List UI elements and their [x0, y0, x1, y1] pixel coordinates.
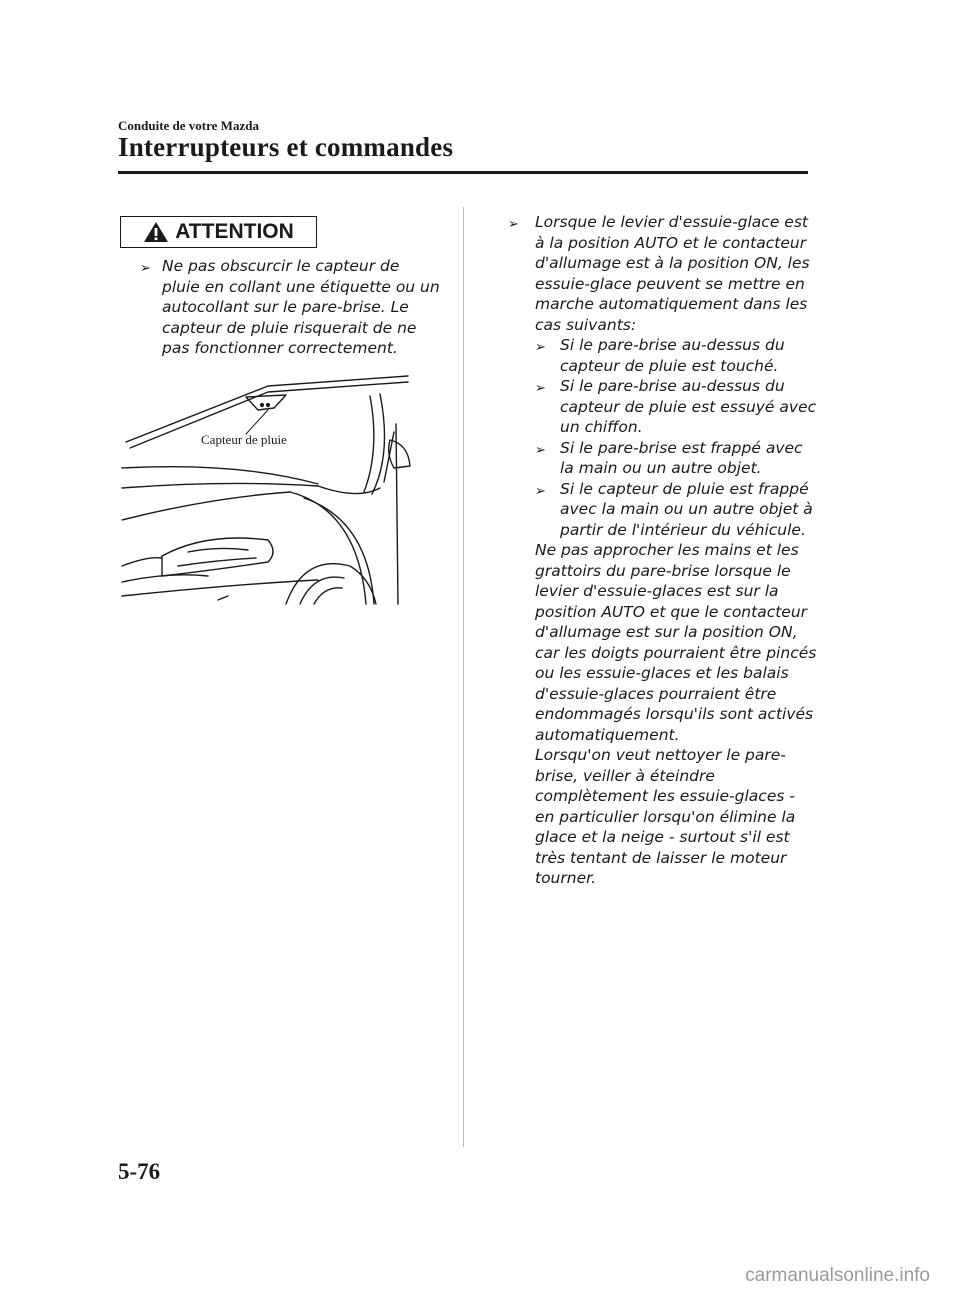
list-item — [535, 479, 818, 541]
bullet-arrow-icon: ➢ — [535, 483, 546, 499]
right-column — [508, 212, 818, 889]
bullet-arrow-icon: ➢ — [535, 442, 546, 458]
watermark: carmanualsonline.info — [745, 1265, 930, 1286]
list-item — [535, 376, 818, 438]
attention-label: ATTENTION — [175, 220, 294, 243]
bullet-arrow-icon: ➢ — [508, 217, 519, 232]
bullet-arrow-icon: ➢ — [140, 261, 151, 276]
section-label: Conduite de votre Mazda — [118, 118, 259, 133]
attention-box — [120, 216, 317, 248]
chapter-title: Interrupteurs et commandes — [118, 132, 454, 162]
sub-bullet-list — [535, 335, 818, 540]
right-paragraph-1: Ne pas approcher les mains et les grattoirs du pare-brise lorsque le levier d'essuie-glaces est sur la position AUTO et que le contacteur d'allumage est sur la position ON, car les doigts pourraient être pincés ou les essuie-glaces et les balais d'essuie-glaces pourraient être endommagés lorsqu'ils sont activés automatiquement. — [535, 541, 817, 744]
sub-item-text: Si le pare-brise au-dessus du capteur de pluie est touché. — [560, 336, 785, 375]
figure-label: Capteur de pluie — [201, 432, 287, 447]
header-rule — [118, 171, 808, 174]
rain-sensor-illustration — [118, 370, 418, 610]
right-item-intro: Lorsque le levier d'essuie-glace est à la position AUTO et le contacteur d'allumage est à la position ON, les essuie-glace peuvent se mettre en marche automatiquement dans les cas suivants: — [535, 213, 810, 334]
list-item — [508, 212, 818, 540]
sub-item-text: Si le pare-brise au-dessus du capteur de pluie est essuyé avec un chiffon. — [560, 377, 817, 436]
right-bullet-list — [508, 212, 818, 540]
sub-item-text: Si le pare-brise est frappé avec la main ou un autre objet. — [560, 438, 803, 477]
page-number: 5-76 — [118, 1159, 161, 1184]
sub-item-text: Si le capteur de pluie est frappé avec la main ou un autre objet à partir de l'intérieur du véhicule. — [560, 479, 813, 539]
list-item — [535, 438, 818, 479]
bullet-arrow-icon: ➢ — [535, 381, 546, 396]
attention-list — [140, 256, 440, 359]
right-paragraph-2: Lorsqu'on veut nettoyer le pare-brise, veiller à éteindre complètement les essuie-glaces - en particulier lorsqu'on élimine la glace et la neige - surtout s'il est très tentant de laisser le moteur tourner. — [535, 746, 796, 887]
warning-triangle-icon — [143, 221, 169, 243]
attention-item-text: Ne pas obscurcir le capteur de pluie en collant une étiquette ou un autocollant sur le pare-brise. Le capteur de pluie risquerait de ne pas fonctionner correctement. — [162, 257, 440, 357]
bullet-arrow-icon: ➢ — [535, 340, 546, 355]
list-item — [140, 256, 440, 359]
list-item — [535, 335, 818, 376]
column-divider — [463, 207, 464, 1147]
